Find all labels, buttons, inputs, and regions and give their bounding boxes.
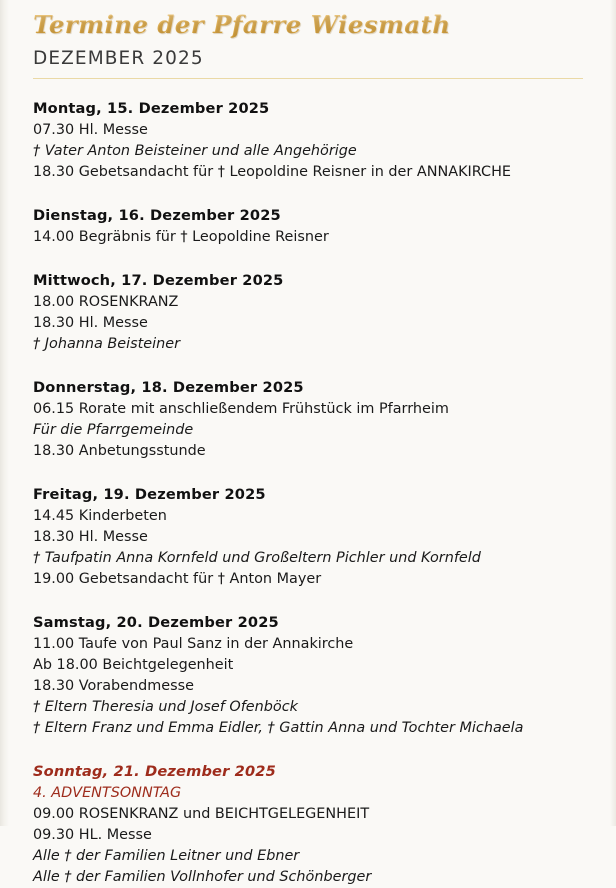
schedule-entry: † Taufpatin Anna Kornfeld und Großeltern Pichler und Kornfeld xyxy=(33,550,481,567)
schedule-entry: 11.00 Taufe von Paul Sanz in der Annakirche xyxy=(33,636,354,653)
day-heading: Samstag, 20. Dezember 2025 xyxy=(33,614,279,632)
day-heading: Dienstag, 16. Dezember 2025 xyxy=(33,207,281,225)
schedule-entry: † Vater Anton Beisteiner und alle Angehörige xyxy=(33,143,357,160)
schedule-entry: † Johanna Beisteiner xyxy=(33,336,180,353)
day-heading: Donnerstag, 18. Dezember 2025 xyxy=(33,379,304,397)
schedule-entry: 07.30 Hl. Messe xyxy=(33,122,148,139)
schedule-entry: Alle † der Familien Leitner und Ebner xyxy=(33,848,300,865)
day-block xyxy=(33,205,616,248)
schedule-entry: † Eltern Franz und Emma Eidler, † Gattin Anna und Tochter Michaela xyxy=(33,720,524,737)
day-heading: Sonntag, 21. Dezember 2025 xyxy=(33,763,276,781)
schedule-list xyxy=(0,79,616,888)
schedule-entry: † Eltern Theresia und Josef Ofenböck xyxy=(33,699,298,716)
schedule-entry: 09.30 HL. Messe xyxy=(33,827,152,844)
schedule-entry: 18.30 Gebetsandacht für † Leopoldine Reisner in der ANNAKIRCHE xyxy=(33,164,512,181)
page-title: Termine der Pfarre Wiesmath xyxy=(33,10,451,39)
schedule-entry: 4. ADVENTSONNTAG xyxy=(33,785,182,802)
day-block xyxy=(33,612,616,739)
day-heading: Mittwoch, 17. Dezember 2025 xyxy=(33,272,284,290)
day-block xyxy=(33,270,616,355)
schedule-entry: 18.00 ROSENKRANZ xyxy=(33,294,179,311)
schedule-entry: 18.30 Hl. Messe xyxy=(33,315,148,332)
schedule-entry: 18.30 Hl. Messe xyxy=(33,529,148,546)
day-block xyxy=(33,484,616,590)
month-subtitle: DEZEMBER 2025 xyxy=(33,48,204,70)
day-block xyxy=(33,98,616,183)
day-heading: Freitag, 19. Dezember 2025 xyxy=(33,486,266,504)
schedule-entry: Alle † der Familien Vollnhofer und Schönberger xyxy=(33,869,372,886)
schedule-entry: 18.30 Anbetungsstunde xyxy=(33,443,206,460)
day-block xyxy=(33,761,616,888)
document-header xyxy=(0,0,616,69)
schedule-entry: 06.15 Rorate mit anschließendem Frühstück im Pfarrheim xyxy=(33,401,449,418)
schedule-entry: 18.30 Vorabendmesse xyxy=(33,678,195,695)
schedule-entry: Ab 18.00 Beichtgelegenheit xyxy=(33,657,234,674)
day-heading: Montag, 15. Dezember 2025 xyxy=(33,100,270,118)
schedule-entry: 14.00 Begräbnis für † Leopoldine Reisner xyxy=(33,229,329,246)
schedule-entry: 19.00 Gebetsandacht für † Anton Mayer xyxy=(33,571,322,588)
schedule-entry: 09.00 ROSENKRANZ und BEICHTGELEGENHEIT xyxy=(33,806,370,823)
schedule-entry: Für die Pfarrgemeinde xyxy=(33,422,194,439)
schedule-entry: 14.45 Kinderbeten xyxy=(33,508,167,525)
day-block xyxy=(33,377,616,462)
